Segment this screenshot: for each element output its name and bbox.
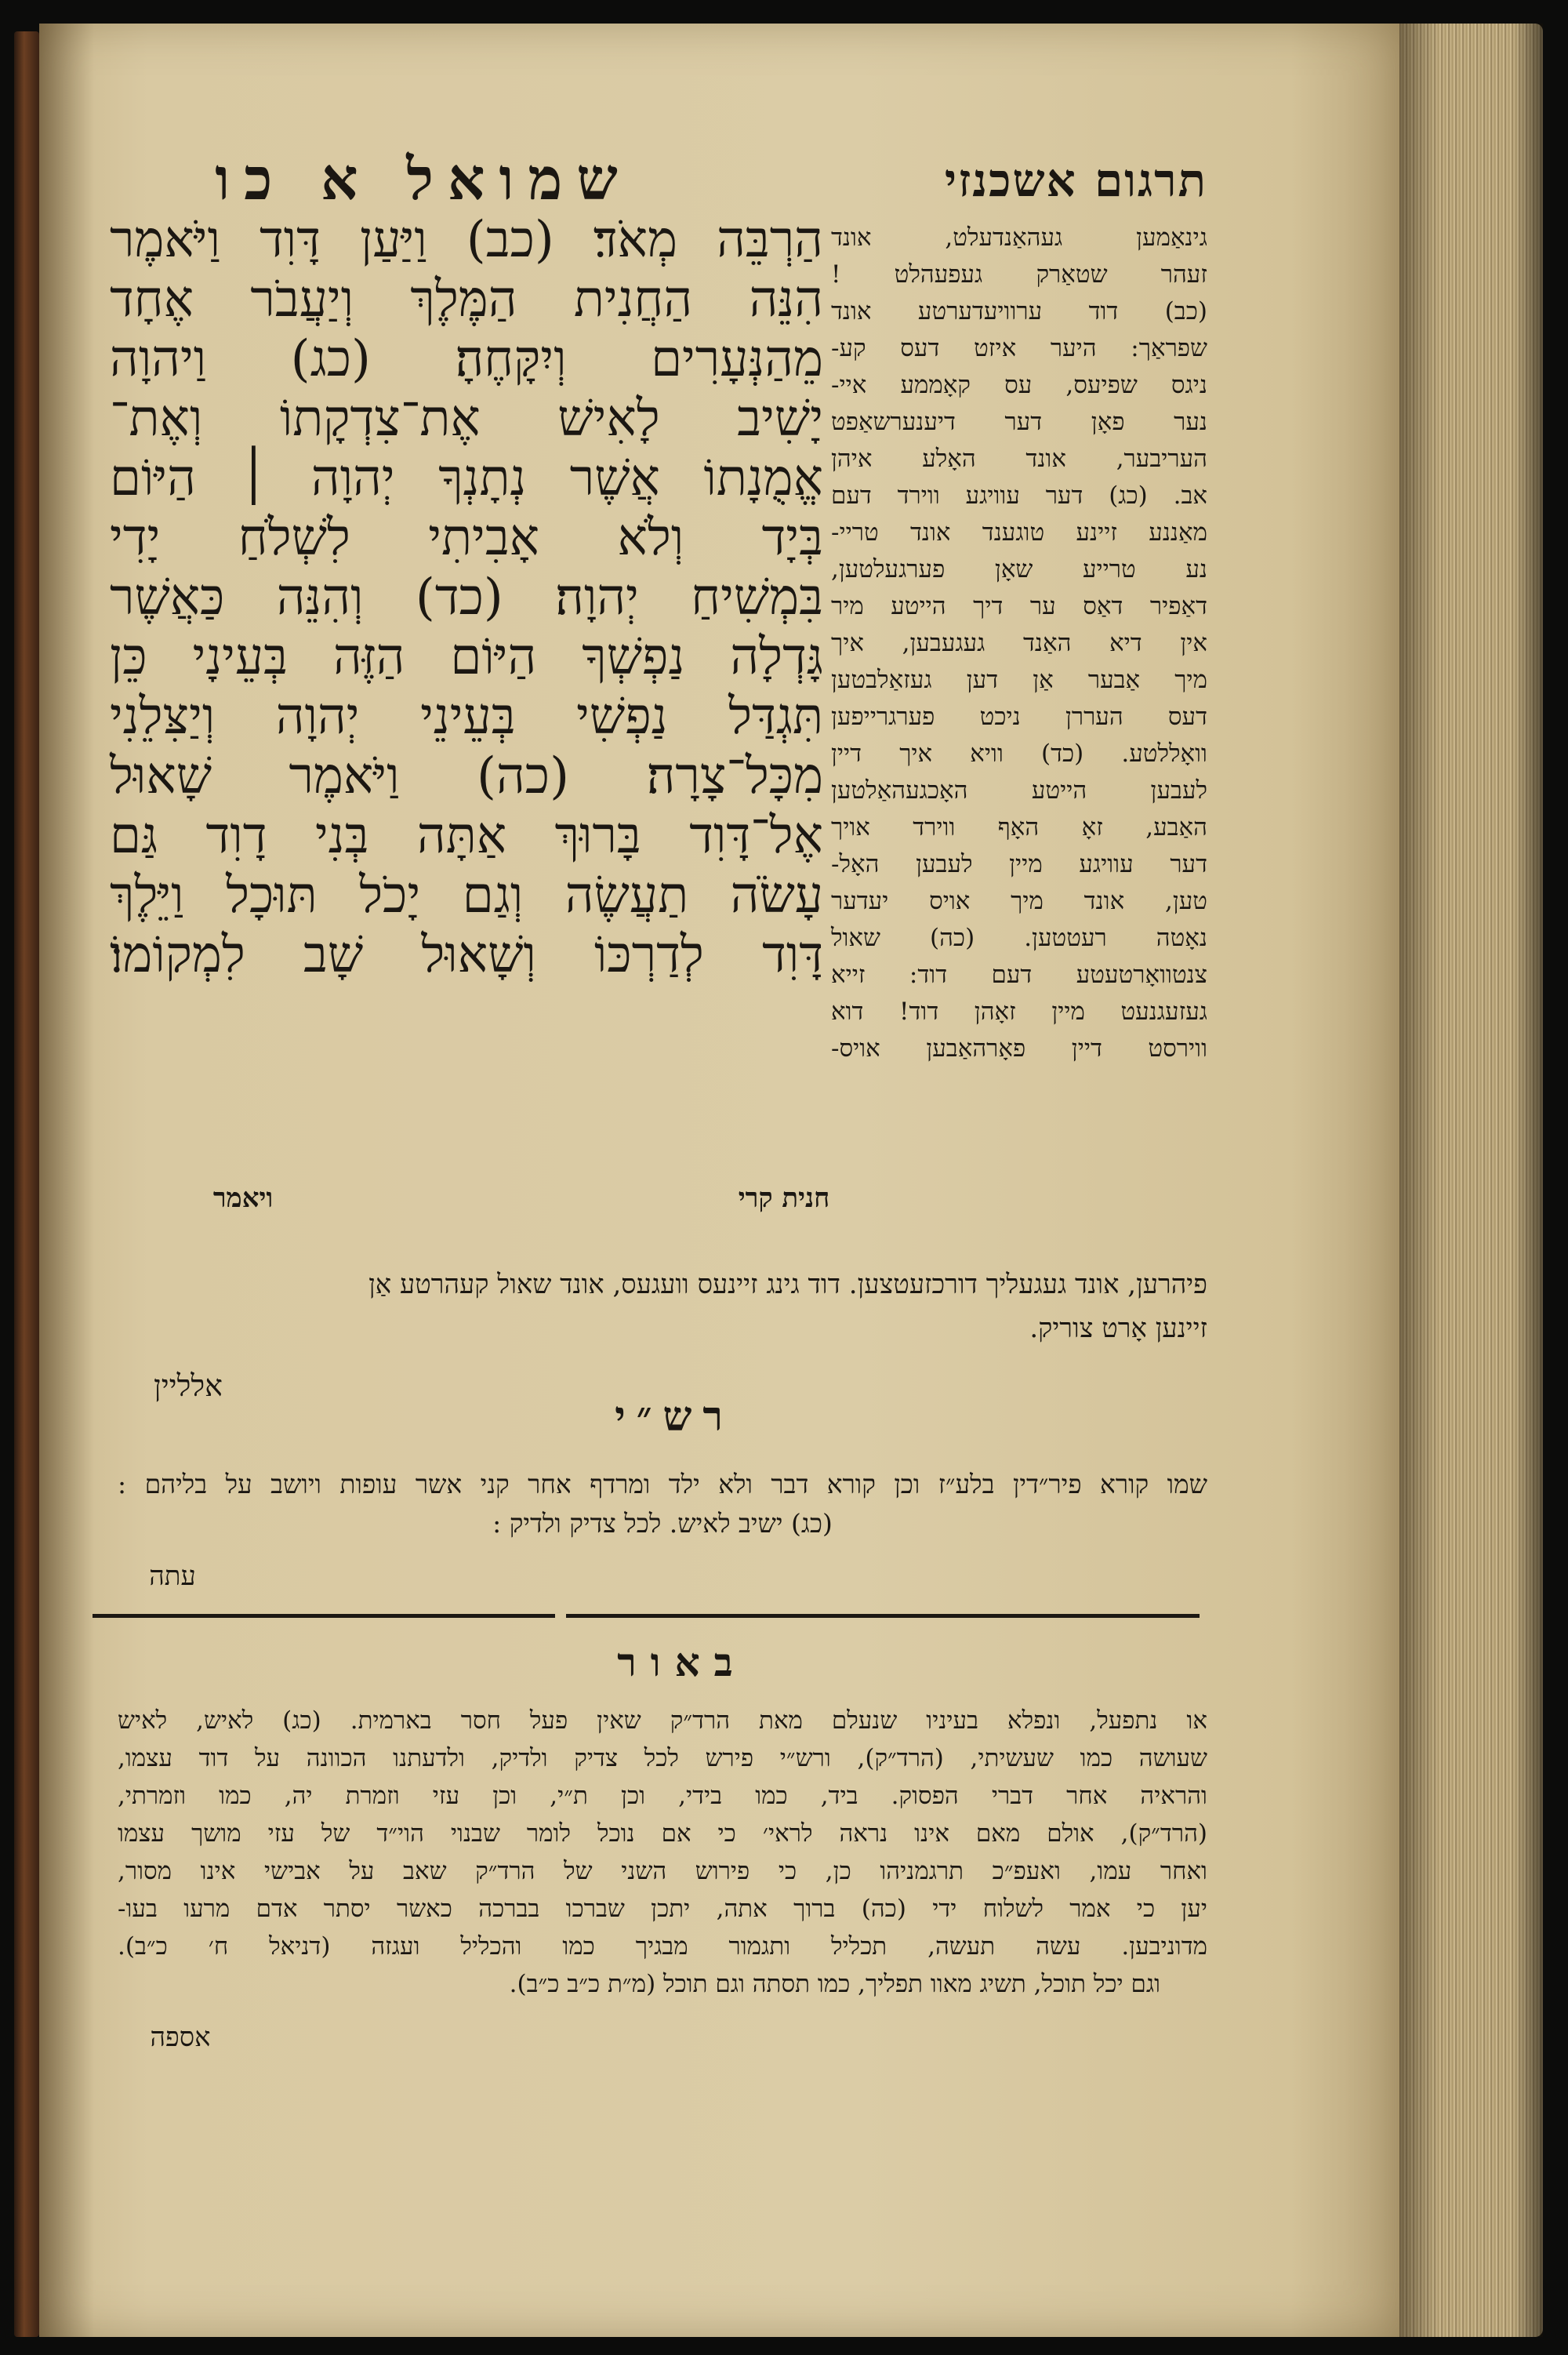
continuation-line: זיינען אָרט צוריק.: [1029, 1313, 1207, 1344]
translation-line: זעהר שטאַרק געפעהלט !: [831, 260, 1207, 289]
beur-line: יען כי אמר לשלוח ידי (כה) ברוך אתה, יתכן שברכו בברכה כאשר יסתר אדם מרעו בעו-: [118, 1895, 1207, 1923]
translation-line: אב. (כג) דער עוויגע ווירד דעם: [831, 482, 1207, 510]
running-header-translation: תרגום אשכנזי: [944, 154, 1207, 207]
rashi-line: (כג) ישיב לאיש. לכל צדיק ולדיק :: [492, 1508, 833, 1539]
translation-line: נער פאָן דער דיענערשאַפט: [831, 408, 1207, 436]
page-fore-edge: [1394, 24, 1543, 2337]
text-line: אֶל־דָּוִד בָּרוּךְ אַתָּה בְּנִי דָוִד גַּם: [110, 807, 823, 865]
gutter-shadow: [39, 24, 94, 2337]
translation-line: מאַננע זיינע טוגענד אונד טריי-: [831, 518, 1207, 547]
translation-line: נע טרייע שאָן פערגעלטען,: [831, 555, 1207, 583]
translation-line: לעבען הייטע האָכגעהאַלטען: [831, 776, 1207, 805]
text-line: אֱמֻנָתוֹ אֲשֶׁר נְתָנְךָ יְהוָה ׀ הַיּוֹם: [110, 449, 823, 507]
text-line: גָּדְלָה נַפְשְׁךָ הַיּוֹם הַזֶּה בְּעֵינָי כֵּן: [110, 628, 823, 686]
beur-line: או נתפעל, ונפלא בעיניו שנעלם מאת הרד״ק שאין פעל חסר בארמית. (כג) לאיש, לאיש: [118, 1706, 1207, 1735]
yiddish-translation-column: [831, 220, 1207, 1263]
translation-continuation: [118, 1263, 1207, 1350]
text-line: הַרְבֵּה מְאֹד׃ (כב) וַיַּעַן דָּוִד וַיֹּאמֶר: [110, 211, 823, 269]
beur-line: מדוניבען. עשה תעשה, תכליל ותגמור מבגיך כמו והכליל ועגזה (דניאל ח׳ כ״ב).: [118, 1932, 1207, 1961]
translation-line: העריבער, אונד האָלע איהן: [831, 445, 1207, 473]
beur-line: והראיה אחר דברי הפסוק. ביד, כמו בידי, וכן ת״י, וכן עזי וזמרת יה, כמו וזמרתי,: [118, 1782, 1207, 1810]
section-divider: [566, 1614, 1200, 1618]
text-line: בִּמְשִׁיחַ יְהוָה׃ (כד) וְהִנֵּה כַּאֲשֶׁר: [110, 569, 823, 627]
catchword-rashi: עתה: [149, 1561, 196, 1592]
main-hebrew-text: [110, 210, 823, 1175]
text-line: עָשֹׂה תַעֲשֶׂה וְגַם יָכֹל תּוּכָל וַיֵּלֶךְ: [110, 867, 823, 925]
translation-line: (כב) דוד ערוויעדערטע אונד: [831, 297, 1207, 325]
beur-heading: באור: [617, 1639, 747, 1685]
rashi-heading: רש״י: [615, 1393, 734, 1441]
text-line: דָּוִד לְדַרְכּוֹ וְשָׁאוּל שָׁב לִמְקוֹמוֹ׃: [110, 926, 823, 984]
translation-line: ניגס שפיעס, עס קאָממע איי-: [831, 371, 1207, 399]
catchword-main: ויאמר: [212, 1183, 274, 1214]
book-cover-edge: [14, 31, 39, 2337]
translation-line: אין דיא האַנד געגעבען, איך: [831, 629, 1207, 657]
text-line: הִנֵּה הַחֲנִית הַמֶּלֶךְ וְיַעֲבֹר אֶחָד: [110, 271, 823, 329]
section-divider: [93, 1614, 555, 1618]
text-line: בְּיָד וְלֹא אָבִיתִי לִשְׁלֹחַ יָדִי: [110, 509, 823, 567]
translation-line: האַבע, זאָ האָף ווירד אויך: [831, 813, 1207, 841]
translation-line: גינאַמען געהאַנדעלט, אונד: [831, 224, 1207, 252]
continuation-line: פיהרען, אונד געגעליך דורכזעטצען. דוד גינג זיינעס וועגעס, אונד שאול קעהרטע אַן: [368, 1269, 1207, 1300]
translation-line: דעס העררן ניכט פערגרייפען: [831, 703, 1207, 731]
translation-line: געזעגנעט מיין זאָהן דוד! דוא: [831, 998, 1207, 1026]
text-line: מֵהַנְּעָרִים וְיִקָּחֶהָ׃ (כג) וַיהוָה: [110, 330, 823, 388]
beur-line: (הרד״ק), אולם מאם אינו נראה לראי׳ כי אם נוכל לומר שבנוי הוי״ד של עזי מושך עצמו: [118, 1819, 1207, 1848]
text-line: תִּגְדַּל נַפְשִׁי בְּעֵינֵי יְהוָה וְיַצִּלֵנִי: [110, 688, 823, 746]
translation-line: צנטוואָרטעטע דעם דוד: זייא: [831, 961, 1207, 989]
beur-line: וגם יכל תוכל, תשיג מאוו תפליך, כמו תסתה וגם תוכל (מ״ת כ״ב כ״ב).: [509, 1970, 1160, 1998]
catchword-translation: אלליין: [154, 1368, 223, 1403]
translation-line: דער עוויגע מיין לעבען האָל-: [831, 850, 1207, 878]
beur-commentary: [118, 1702, 1207, 2003]
rashi-line: שמו קורא פיר״דין בלע״ז וכן קורא דבר ולא ילד ומרדף אחר קני אשר עופות ויושב על בליהם :: [118, 1469, 1207, 1499]
translation-line: דאַפיר דאַס ער דיך הייטע מיר: [831, 592, 1207, 620]
catchword-beur: אספה: [150, 2022, 211, 2053]
text-line: יָשִׁיב לָאִישׁ אֶת־צִדְקָתוֹ וְאֶת־: [110, 390, 823, 448]
beur-line: שעושה כמו שעשיתי, (הרד״ק), ורש״י פירש לכל צדיק ולדיק, ולדעתנו הכוונה על דוד עצמו,: [118, 1744, 1207, 1772]
running-header-book: שמואל א כו: [215, 146, 632, 213]
keri-note: חנית קרי: [738, 1183, 830, 1214]
translation-line: מיך אַבער אַן דען געזאַלבטען: [831, 666, 1207, 694]
translation-line: שפראַך: היער איזט דעס קע-: [831, 334, 1207, 362]
text-line: מִכָּל־צָרָה׃ (כה) וַיֹּאמֶר שָׁאוּל: [110, 747, 823, 805]
translation-line: נאָטה רעטטען. (כה) שאול: [831, 924, 1207, 952]
translation-line: טען, אונד מיך אויס יעדער: [831, 887, 1207, 915]
translation-line: ווירסט דיין פאָרהאַבען אויס-: [831, 1034, 1207, 1063]
rashi-commentary: [118, 1465, 1207, 1543]
translation-line: וואָללטע. (כד) וויא איך דיין: [831, 740, 1207, 768]
beur-line: ואחר עמו, ואעפ״כ תרגמניהו כן, כי פירוש השני של הרד״ק שאב על אבישי אינו מסור,: [118, 1857, 1207, 1885]
